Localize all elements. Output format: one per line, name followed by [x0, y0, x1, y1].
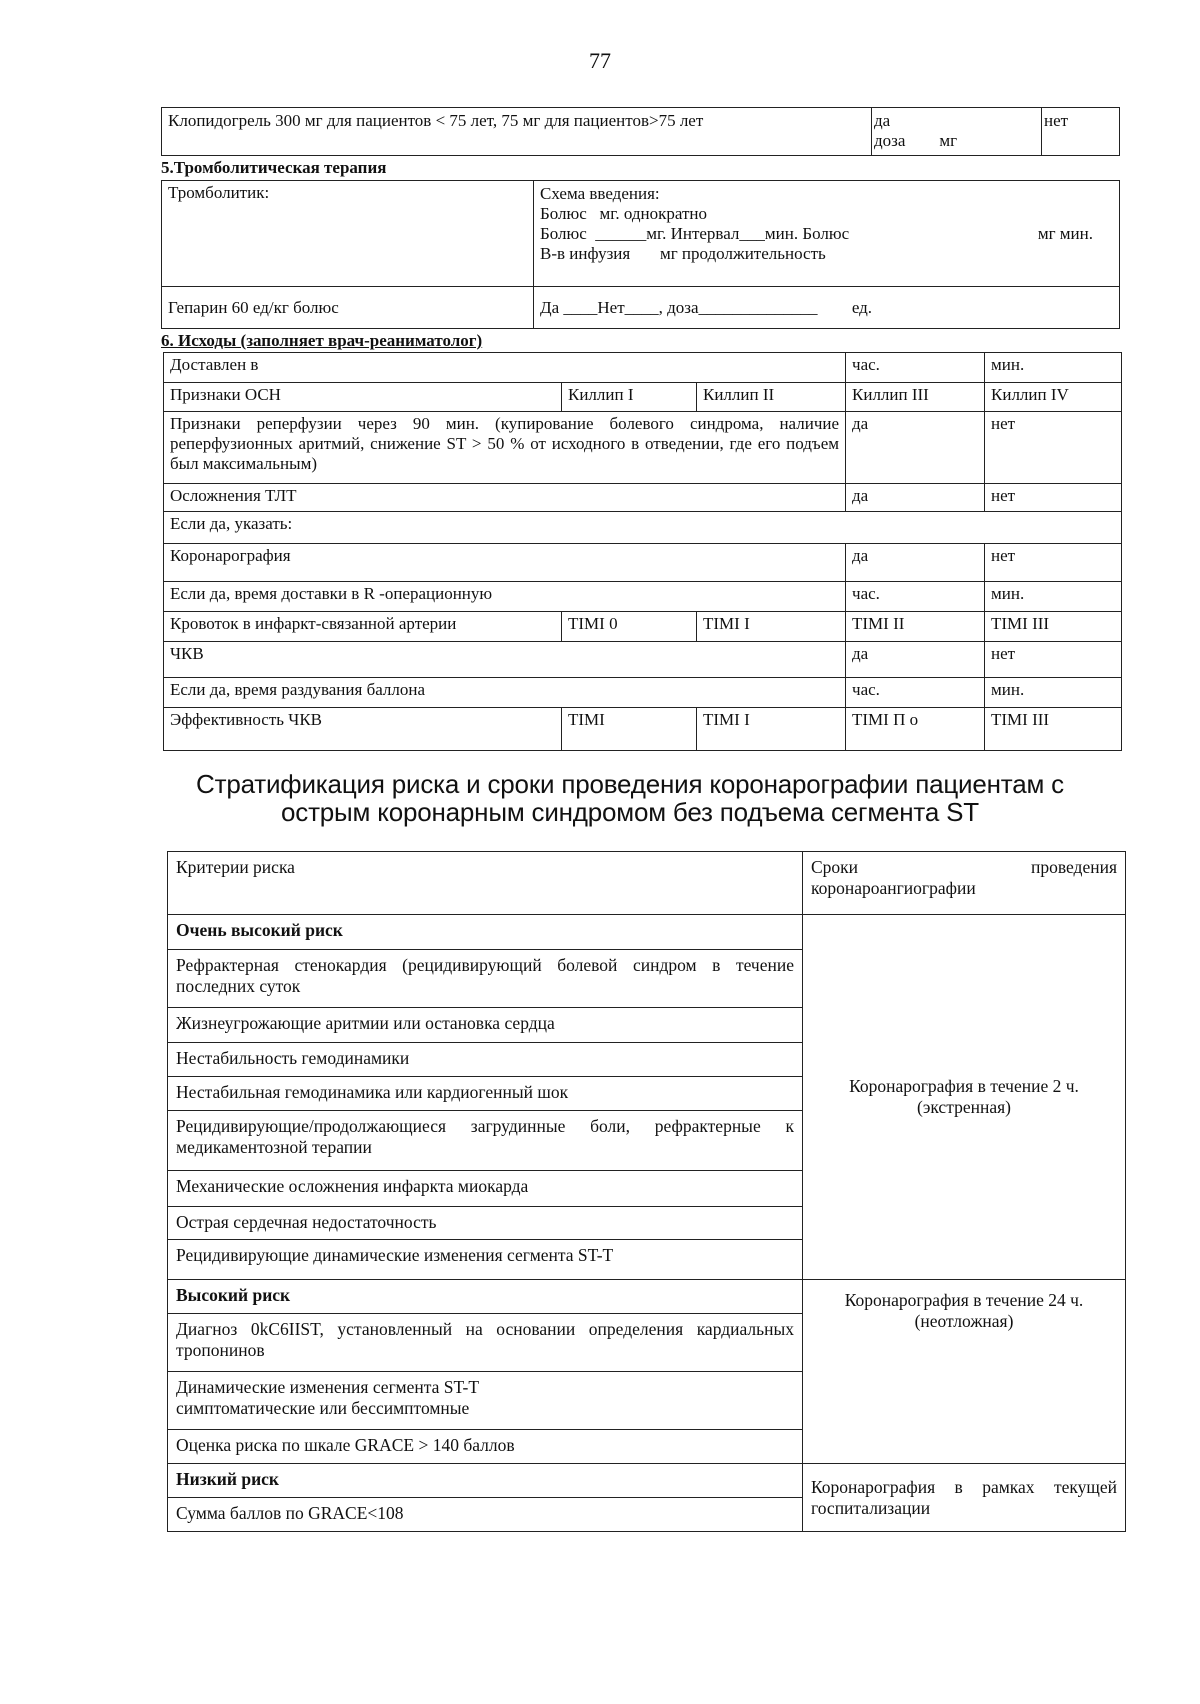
killip-4[interactable]: Киллип IV [985, 383, 1122, 412]
delivered-label: Доставлен в [164, 353, 846, 383]
page-number: 77 [589, 48, 611, 73]
risk-criterion: Рецидивирующие/продолжающиеся загрудинные боли, рефрактерные к медикаментозной терапии [168, 1111, 803, 1171]
delivery-minutes[interactable]: мин. [985, 582, 1122, 612]
col-timing-header: Сроки проведения коронароангиографии [803, 852, 1126, 915]
killip-1[interactable]: Киллип I [562, 383, 697, 412]
high-timing [803, 1280, 1126, 1464]
outcomes-section-title: 6. Исходы (заполняет врач-реаниматолог) [161, 331, 483, 350]
scheme-line-2-right: мг мин. [1037, 224, 1093, 243]
very-high-timing-line2: (экстренная) [917, 1097, 1011, 1117]
thrombolytic-label: Тромболитик: [162, 181, 534, 287]
coronarography-no[interactable]: нет [985, 544, 1122, 582]
heparin-cell[interactable] [534, 287, 1120, 329]
scheme-line-3: В-в инфузия мг продолжительность [540, 244, 826, 263]
scheme-line-1: Болюс мг. однократно [540, 204, 707, 223]
clopidogrel-yes-dose[interactable] [872, 108, 1042, 156]
coronarography-label: Коронарография [164, 544, 846, 582]
heparin-value: Да ____Нет____, доза______________ [540, 297, 818, 317]
if-yes-specify[interactable]: Если да, указать: [164, 512, 1122, 544]
thrombolysis-section-title: 5.Тромболитическая терапия [161, 158, 387, 177]
risk-criterion: Динамические изменения сегмента ST-T симптоматические или бессимптомные [168, 1372, 803, 1430]
coronarography-yes[interactable]: да [846, 544, 985, 582]
clopidogrel-dose: доза мг [874, 131, 958, 150]
clopidogrel-yes: да [874, 111, 891, 130]
flow-timi-3[interactable]: TIMI III [985, 612, 1122, 642]
pci-label: ЧКВ [164, 642, 846, 678]
high-timing-line2: (неотложная) [914, 1311, 1014, 1331]
thrombolysis-table [161, 180, 1120, 329]
risk-criterion: Нестабильность гемодинамики [168, 1043, 803, 1077]
risk-criterion: Диагноз 0kC6IIST, установленный на основании определения кардиальных тропонинов [168, 1314, 803, 1372]
high-risk-label: Высокий риск [168, 1280, 803, 1314]
scheme-line-2: Болюс ______мг. Интервал___мин. Болюс [540, 224, 850, 243]
clopidogrel-table [161, 107, 1120, 156]
stratification-table [167, 851, 1126, 1532]
clopidogrel-label: Клопидогрель 300 мг для пациентов < 75 лет, 75 мг для пациентов>75 лет [162, 108, 872, 156]
very-high-risk-label: Очень высокий риск [168, 915, 803, 950]
delivered-hours[interactable]: час. [846, 353, 985, 383]
risk-criterion: Жизнеугрожающие аритмии или остановка сердца [168, 1008, 803, 1043]
outcomes-table [163, 352, 1122, 751]
killip-3[interactable]: Киллип III [846, 383, 985, 412]
delivery-time-label: Если да, время доставки в R -операционную [164, 582, 846, 612]
osn-label: Признаки ОСН [164, 383, 562, 412]
risk-criterion: Оценка риска по шкале GRACE > 140 баллов [168, 1430, 803, 1464]
efficacy-timi-0[interactable]: TIMI [562, 708, 697, 751]
clopidogrel-no[interactable]: нет [1042, 108, 1120, 156]
heparin-unit: ед. [851, 297, 873, 317]
reperfusion-no[interactable]: нет [985, 412, 1122, 484]
pci-no[interactable]: нет [985, 642, 1122, 678]
reperfusion-label: Признаки реперфузии через 90 мин. (купирование болевого синдрома, наличие реперфузионных аритмий, снижение ST > 50 % от исходного в отведении, где его подъем был максимальным) [164, 412, 846, 484]
scheme-cell[interactable] [534, 181, 1120, 287]
delivered-minutes[interactable]: мин. [985, 353, 1122, 383]
reperfusion-yes[interactable]: да [846, 412, 985, 484]
tlt-complications-label: Осложнения ТЛТ [164, 484, 846, 512]
low-timing: Коронарография в рамках текущей госпитализации [803, 1464, 1126, 1532]
balloon-time-label: Если да, время раздувания баллона [164, 678, 846, 708]
col-criteria-header: Критерии риска [168, 852, 803, 915]
flow-timi-2[interactable]: TIMI II [846, 612, 985, 642]
risk-criterion: Рефрактерная стенокардия (рецидивирующий болевой синдром в течение последних суток [168, 950, 803, 1008]
balloon-minutes[interactable]: мин. [985, 678, 1122, 708]
high-timing-line1: Коронарография в течение 24 ч. [844, 1290, 1084, 1310]
very-high-timing-line1: Коронарография в течение 2 ч. [849, 1076, 1079, 1096]
risk-criterion: Сумма баллов по GRACE<108 [168, 1498, 803, 1532]
pci-yes[interactable]: да [846, 642, 985, 678]
very-high-timing [803, 915, 1126, 1280]
risk-criterion: Острая сердечная недостаточность [168, 1207, 803, 1240]
tlt-no[interactable]: нет [985, 484, 1122, 512]
risk-criterion: Механические осложнения инфаркта миокарда [168, 1171, 803, 1207]
flow-timi-0[interactable]: TIMI 0 [562, 612, 697, 642]
efficacy-timi-2[interactable]: TIMI П о [846, 708, 985, 751]
balloon-hours[interactable]: час. [846, 678, 985, 708]
tlt-yes[interactable]: да [846, 484, 985, 512]
efficacy-timi-3[interactable]: TIMI III [985, 708, 1122, 751]
scheme-title: Схема введения: [540, 184, 660, 203]
stratification-heading: Стратификация риска и сроки проведения коронарографии пациентам с острым коронарным синдромом без подъема сегмента ST [196, 769, 1064, 827]
risk-criterion: Рецидивирующие динамические изменения сегмента ST-T [168, 1240, 803, 1280]
efficacy-timi-1[interactable]: TIMI I [697, 708, 846, 751]
killip-2[interactable]: Киллип II [697, 383, 846, 412]
low-risk-label: Низкий риск [168, 1464, 803, 1498]
pci-efficacy-label: Эффективность ЧКВ [164, 708, 562, 751]
risk-criterion: Нестабильная гемодинамика или кардиогенный шок [168, 1077, 803, 1111]
flow-timi-1[interactable]: TIMI I [697, 612, 846, 642]
heparin-label: Гепарин 60 ед/кг болюс [162, 287, 534, 329]
delivery-hours[interactable]: час. [846, 582, 985, 612]
blood-flow-label: Кровоток в инфаркт-связанной артерии [164, 612, 562, 642]
